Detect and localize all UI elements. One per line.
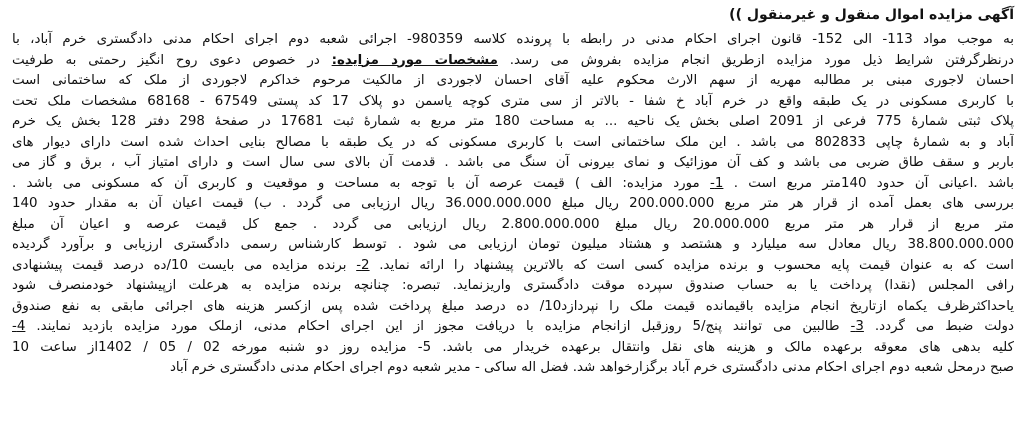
clause-number: 2- — [356, 257, 370, 273]
notice-text: با کاربری مسکونی در یک طبقه واقع در خرم آباد خ شفا - بالاتر از سی متری کوچه یاسمن دو پلاک 17 کد پستی 67549 - 68168 مشخصات ملک تحت — [12, 93, 1014, 109]
notice-line — [12, 256, 1014, 277]
notice-text: باربر و سقف طاق ضربی می باشد و کف آن موزائیک و نمای بیرونی آن سنگ می باشد . قدمت آن بالای سی سال است و دارای امتیاز آب ، برق و گاز می — [12, 155, 1014, 170]
notice-text: برنده مزایده می بایست 10/ده درصد قیمت پیشنهادی — [12, 257, 357, 273]
clause-number: 1- — [710, 175, 724, 191]
notice-text: صبح درمحل شعبه دوم اجرای احکام مدنی دادگستری خرم آباد برگزارخواهد شد. فضل اله ساکی - مدیر شعبه دوم اجرای احکام مدنی دادگستری خرم آباد — [169, 360, 1014, 375]
notice-line — [12, 338, 1014, 359]
notice-text: کلیه بدهی های معوقه برعهده مالک و هزینه های نقل وانتقال برعهده خریدار می باشد. 5- مزایده روز دو شنبه مورخه 02 / 05 / 1402از ساعت 10 — [12, 339, 1014, 355]
notice-text: به موجب مواد 113- الی 152- قانون اجرای احکام مدنی در رابطه با پرونده کلاسه 980359- اجرائی شعبه دوم اجرای احکام مدنی دادگستری خرم آباد، با — [12, 32, 1014, 47]
notice-text: آباد و به شمارهٔ چاپی 802833 می باشد . این ملک ساختمانی است با کاربری مسکونی که در یک طبقه با مصالح بنایی احداث شده است دارای دیوار های — [12, 134, 1014, 150]
notice-line — [12, 112, 1014, 133]
section-heading: مشخصات مورد مزایده: — [331, 52, 498, 68]
notice-text: متر مربع از قرار هر متر مربع 20.000.000 ریال مبلغ 2.800.000.000 ریال ارزیابی می گردد . جمع کل قیمت عرصه و اعیان آن مبلغ — [12, 216, 1014, 232]
notice-text: باشد .اعیانی آن حدود 140متر مربع است . — [723, 175, 1014, 191]
notice-line — [12, 92, 1014, 113]
notice-line — [12, 358, 1014, 379]
notice-text: دولت ضبط می گردد. — [863, 319, 1014, 334]
notice-text: در خصوص دعوی روح انگیز رحمتی به طرفیت — [12, 52, 332, 68]
notice-line — [12, 153, 1014, 174]
notice-line — [12, 51, 1014, 72]
notice-line — [12, 235, 1014, 256]
notice-text: پلاک ثبتی شمارهٔ 775 فرعی از 2091 اصلی بخش یک ناحیه ... به مساحت 180 متر مربع به شمارهٔ ثبت 17681 در صفحهٔ 298 دفتر 128 بخش یک خرم — [12, 114, 1014, 129]
notice-text: رافی المجلس (نقدا) پرداخت یا به حساب صندوق سپرده موقت دادگستری واریزنماید. تبصره: چنانچه برنده مزایده به هرعلت ازپیشنهاد خودمنصرف شود — [12, 278, 1014, 293]
notice-text: طالبین می توانند پنج/5 روزقبل ازانجام مزایده با دریافت مجوز از این اجرای احکام مدنی، ازملک مورد مزایده بازدید نمایند. — [25, 319, 851, 334]
notice-line — [12, 30, 1014, 51]
notice-text: مورد مزایده: الف ) قیمت عرصه آن با توجه به مساحت و موقعیت و کاربری آن که مسکونی می باشد . — [12, 175, 711, 191]
notice-text: احسان لاجوری مبنی بر مطالبه مهریه از سهم الارث محکوم علیه آقای احسان لاجوردی از مالکیت مرحوم خداکرم لاجوردی از ملک که ساختمانی است — [12, 73, 1014, 88]
clause-number: 3- — [850, 319, 864, 334]
notice-line — [12, 297, 1014, 318]
notice-line — [12, 174, 1014, 195]
notice-text: درنظرگرفتن شرایط ذیل مورد مزایده ازطریق انجام مزایده بفروش می رسد. — [497, 52, 1014, 68]
notice-line — [12, 133, 1014, 154]
notice-title: آگهی مزایده اموال منقول و غیرمنقول )) — [729, 7, 1014, 23]
notice-line — [12, 276, 1014, 297]
notice-text: بررسی های بعمل آمده از قرار هر متر مربع 200.000.000 ریال مبلغ 36.000.000.000 ریال ارزیابی می گردد . ب) قیمت اعیان آن به مقدار حدود 140 — [12, 196, 1014, 211]
notice-body — [12, 30, 1014, 379]
notice-text: یاحداکثرظرف یکماه ازتاریخ انجام مزایده باقیمانده قیمت ملک را نپردازد10/ ده درصد مبلغ پرداخت شده پس ازکسر هزینه های اجرائی مابقی به نفع صندوق — [12, 298, 1014, 314]
clause-number: 4- — [12, 319, 26, 334]
notice-text: است که به عنوان قیمت پایه محسوب و برنده مزایده کسی است که بالاترین پیشنهاد را ارائه نماید. — [369, 257, 1014, 273]
notice-line — [12, 194, 1014, 215]
notice-text: 38.800.000.000 ریال معادل سه میلیارد و هشتصد و هشتاد میلیون تومان ارزیابی می شود . توسط کارشناس رسمی دادگستری ارزیابی و برآورد گردیده — [12, 237, 1014, 252]
notice-line — [12, 71, 1014, 92]
notice-line — [12, 317, 1014, 338]
notice-line — [12, 215, 1014, 236]
